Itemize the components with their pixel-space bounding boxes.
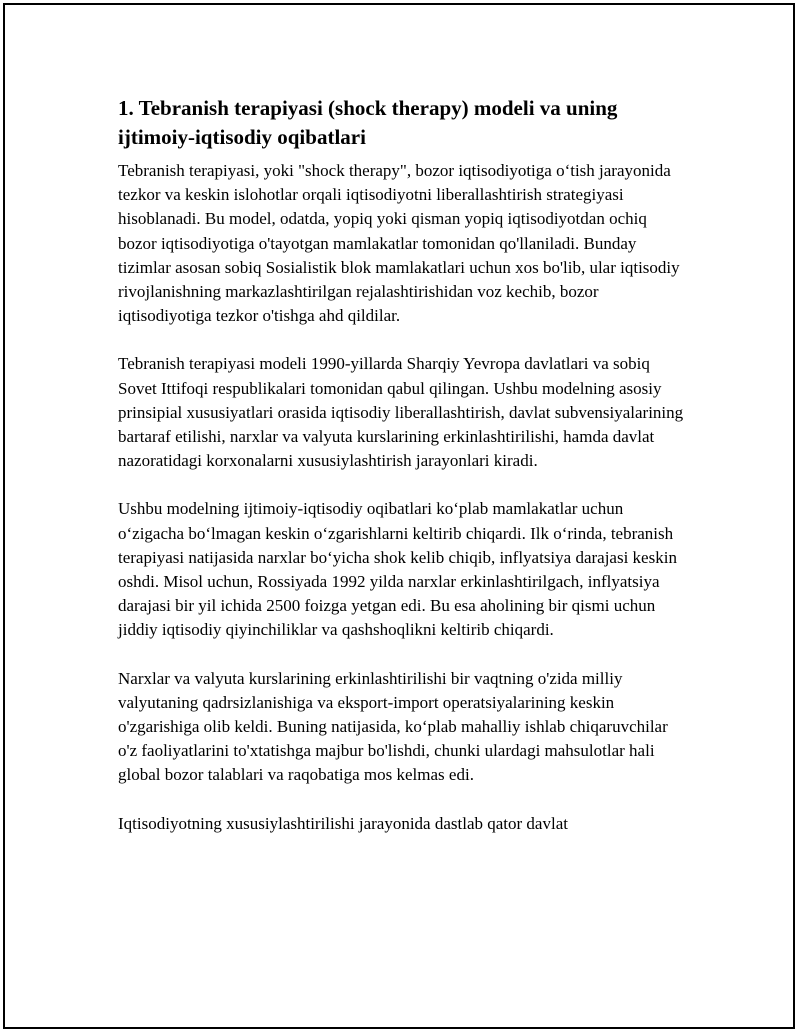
paragraph-1: Tebranish terapiyasi, yoki "shock therapy", bozor iqtisodiyotiga o‘tish jarayonida tezkor va keskin islohotlar orqali iqtisodiyotni liberallashtirish strategiyasi hisoblanadi. Bu model, odatda, yopiq yoki qisman yopiq iqtisodiyotdan ochiq bozor iqtisodiyotiga o'tayotgan mamlakatlar tomonidan qo'llaniladi. Bunday tizimlar asosan sobiq Sosialistik blok mamlakatlari uchun xos bo'lib, ular iqtisodiy rivojlanishning markazlashtirilgan rejalashtirishidan voz kechib, bozor iqtisodiyotiga tezkor o'tishga ahd qildilar.: [118, 161, 680, 326]
paragraph-3: Ushbu modelning ijtimoiy-iqtisodiy oqibatlari ko‘plab mamlakatlar uchun o‘zigacha bo‘lmagan keskin o‘zgarishlarni keltirib chiqardi. Ilk o‘rinda, tebranish terapiyasi natijasida narxlar bo‘yicha shok kelib chiqib, inflyatsiya darajasi keskin oshdi. Misol uchun, Rossiyada 1992 yilda narxlar erkinlashtirilgach, inflyatsiya darajasi bir yil ichida 2500 foizga yetgan edi. Bu esa aholining bir qismi uchun jiddiy iqtisodiy qiyinchiliklar va qashshoqlikni keltirib chiqardi.: [118, 499, 677, 640]
paragraph-5: Iqtisodiyotning xususiylashtirilishi jarayonida dastlab qator davlat: [118, 813, 568, 833]
section-heading: 1. Tebranish terapiyasi (shock therapy) modeli va uning ijtimoiy-iqtisodiy oqibatlari: [118, 96, 618, 149]
paragraph-4: Narxlar va valyuta kurslarining erkinlashtirilishi bir vaqtning o'zida milliy valyutaning qadrsizlanishiga va eksport-import operatsiyalarining keskin o'zgarishiga olib keldi. Buning natijasida, ko‘plab mahalliy ishlab chiqaruvchilar o'z faoliyatlarini to'xtatishga majbur bo'lishdi, chunki ulardagi mahsulotlar hali global bozor talablari va raqobatiga mos kelmas edi.: [118, 668, 668, 785]
paragraph-2: Tebranish terapiyasi modeli 1990-yillarda Sharqiy Yevropa davlatlari va sobiq Sovet Ittifoqi respublikalari tomonidan qabul qilingan. Ushbu modelning asosiy prinsipial xususiyatlari orasida iqtisodiy liberallashtirish, davlat subvensiyalarining bartaraf etilishi, narxlar va valyuta kurslarining erkinlashtirilishi, hamda davlat nazoratidagi korxonalarni xususiylashtirish jarayonlari kiradi.: [118, 354, 684, 471]
document-body: [118, 94, 688, 836]
